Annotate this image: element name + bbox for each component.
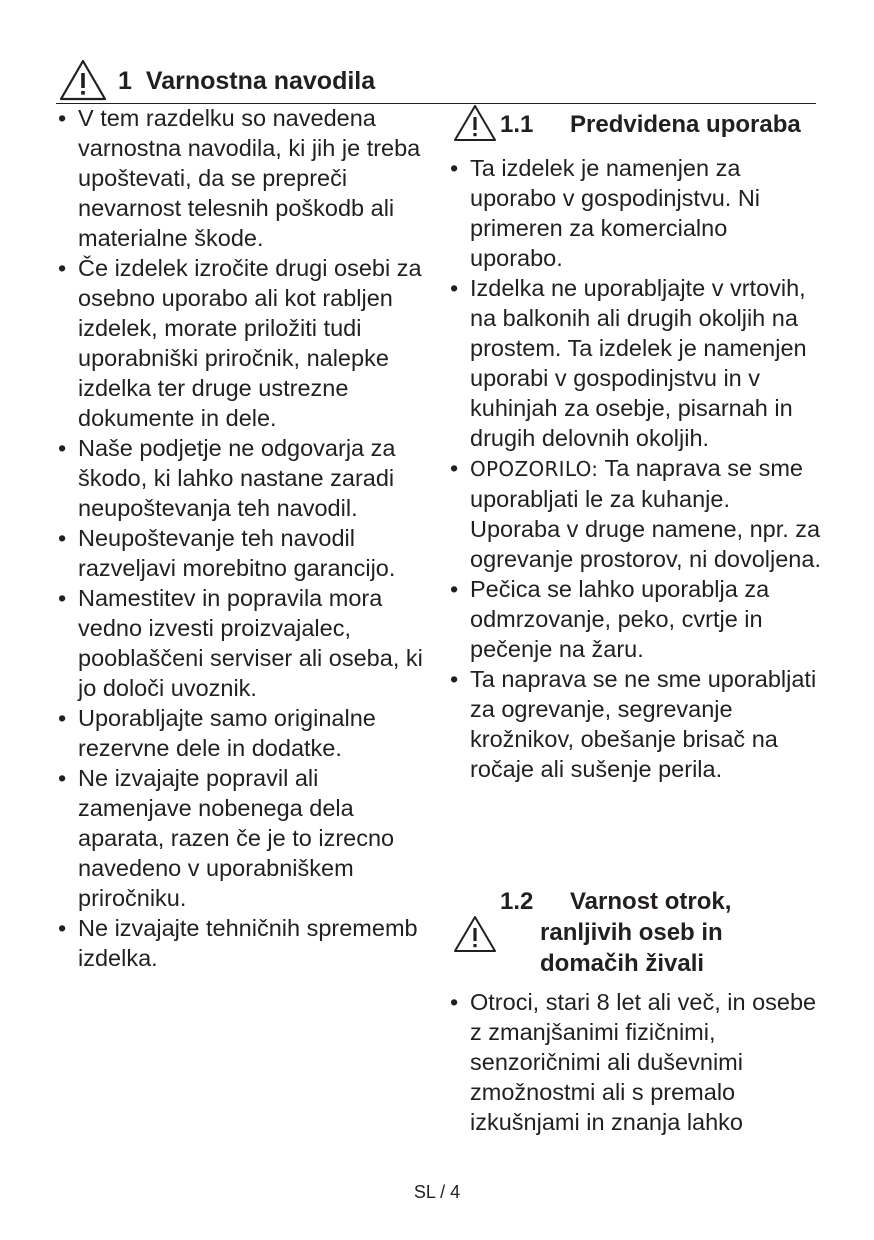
list-item: • V tem razdelku so navedena varnostna navodila, ki jih je treba upoštevati, da se prepreči nevarnost telesnih poškodb ali materialne škode. <box>58 103 430 253</box>
list-item: • Če izdelek izročite drugi osebi za osebno uporabo ali kot rabljen izdelek, morate priložiti tudi uporabniški priročnik, nalepke izdelka ter druge ustrezne dokumente in dele. <box>58 253 430 433</box>
list-item: • Naše podjetje ne odgovarja za škodo, ki lahko nastane zaradi neupoštevanja teh navodil. <box>58 433 430 523</box>
warning-triangle-icon <box>452 914 498 954</box>
warning-list-item <box>450 453 822 574</box>
page-number: SL / 4 <box>413 1182 461 1202</box>
list-item: • Otroci, stari 8 let ali več, in osebe z zmanjšanimi fizičnimi, senzoričnimi ali duševnimi zmožnostmi ali s premalo izkušnjami in znanja lahko <box>450 987 822 1137</box>
section-1-2-heading <box>500 886 731 979</box>
list-item: • Izdelka ne uporabljajte v vrtovih, na balkonih ali drugih okoljih na prostem. Ta izdelek je namenjen uporabi v gospodinjstvu in v kuhinjah za osebje, pisarnah in drugih delovnih okoljih. <box>450 273 822 453</box>
section-1-number: 1 <box>118 67 132 95</box>
section-1-2-title-line3: domačih živali <box>540 950 705 977</box>
section-1-heading <box>118 64 375 98</box>
section-1-2-number: 1.2 <box>500 888 534 915</box>
list-item: • Ne izvajajte tehničnih sprememb izdelka. <box>58 913 430 973</box>
section-1-list <box>58 103 430 973</box>
list-item: • Namestitev in popravila mora vedno izvesti proizvajalec, pooblaščeni serviser ali oseba, ki jo določi uvoznik. <box>58 583 430 703</box>
list-item: • Ne izvajajte popravil ali zamenjave nobenega dela aparata, razen če je to izrecno navedeno v uporabniškem priročniku. <box>58 763 430 913</box>
section-1-1-title: Predvidena uporaba <box>570 111 801 138</box>
list-item: • Ta izdelek je namenjen za uporabo v gospodinjstvu. Ni primeren za komercialno uporabo. <box>450 153 822 273</box>
section-1-1-number: 1.1 <box>500 111 534 138</box>
section-1-2-list <box>450 987 822 1137</box>
list-item: • Pečica se lahko uporablja za odmrzovanje, peko, cvrtje in pečenje na žaru. <box>450 574 822 664</box>
warning-label: OPOZORILO: <box>470 457 599 481</box>
warning-triangle-icon <box>58 58 108 102</box>
warning-triangle-icon <box>452 103 498 143</box>
section-1-1-heading <box>500 109 801 140</box>
list-item: • Ta naprava se ne sme uporabljati za ogrevanje, segrevanje krožnikov, obešanje brisač na ročaje ali sušenje perila. <box>450 664 822 784</box>
section-1-1-list <box>450 153 822 784</box>
list-item: • Neupoštevanje teh navodil razveljavi morebitno garancijo. <box>58 523 430 583</box>
section-1-2-title-line2: ranljivih oseb in <box>540 919 723 946</box>
section-1-title: Varnostna navodila <box>145 67 376 95</box>
list-item: • Uporabljajte samo originalne rezervne dele in dodatke. <box>58 703 430 763</box>
section-1-2-title-line1: Varnost otrok, <box>570 888 732 915</box>
warning-text: Ta naprava se sme uporabljati le za kuhanje. Uporaba v druge namene, npr. za ogrevanje prostorov, ni dovoljena. <box>470 455 821 572</box>
